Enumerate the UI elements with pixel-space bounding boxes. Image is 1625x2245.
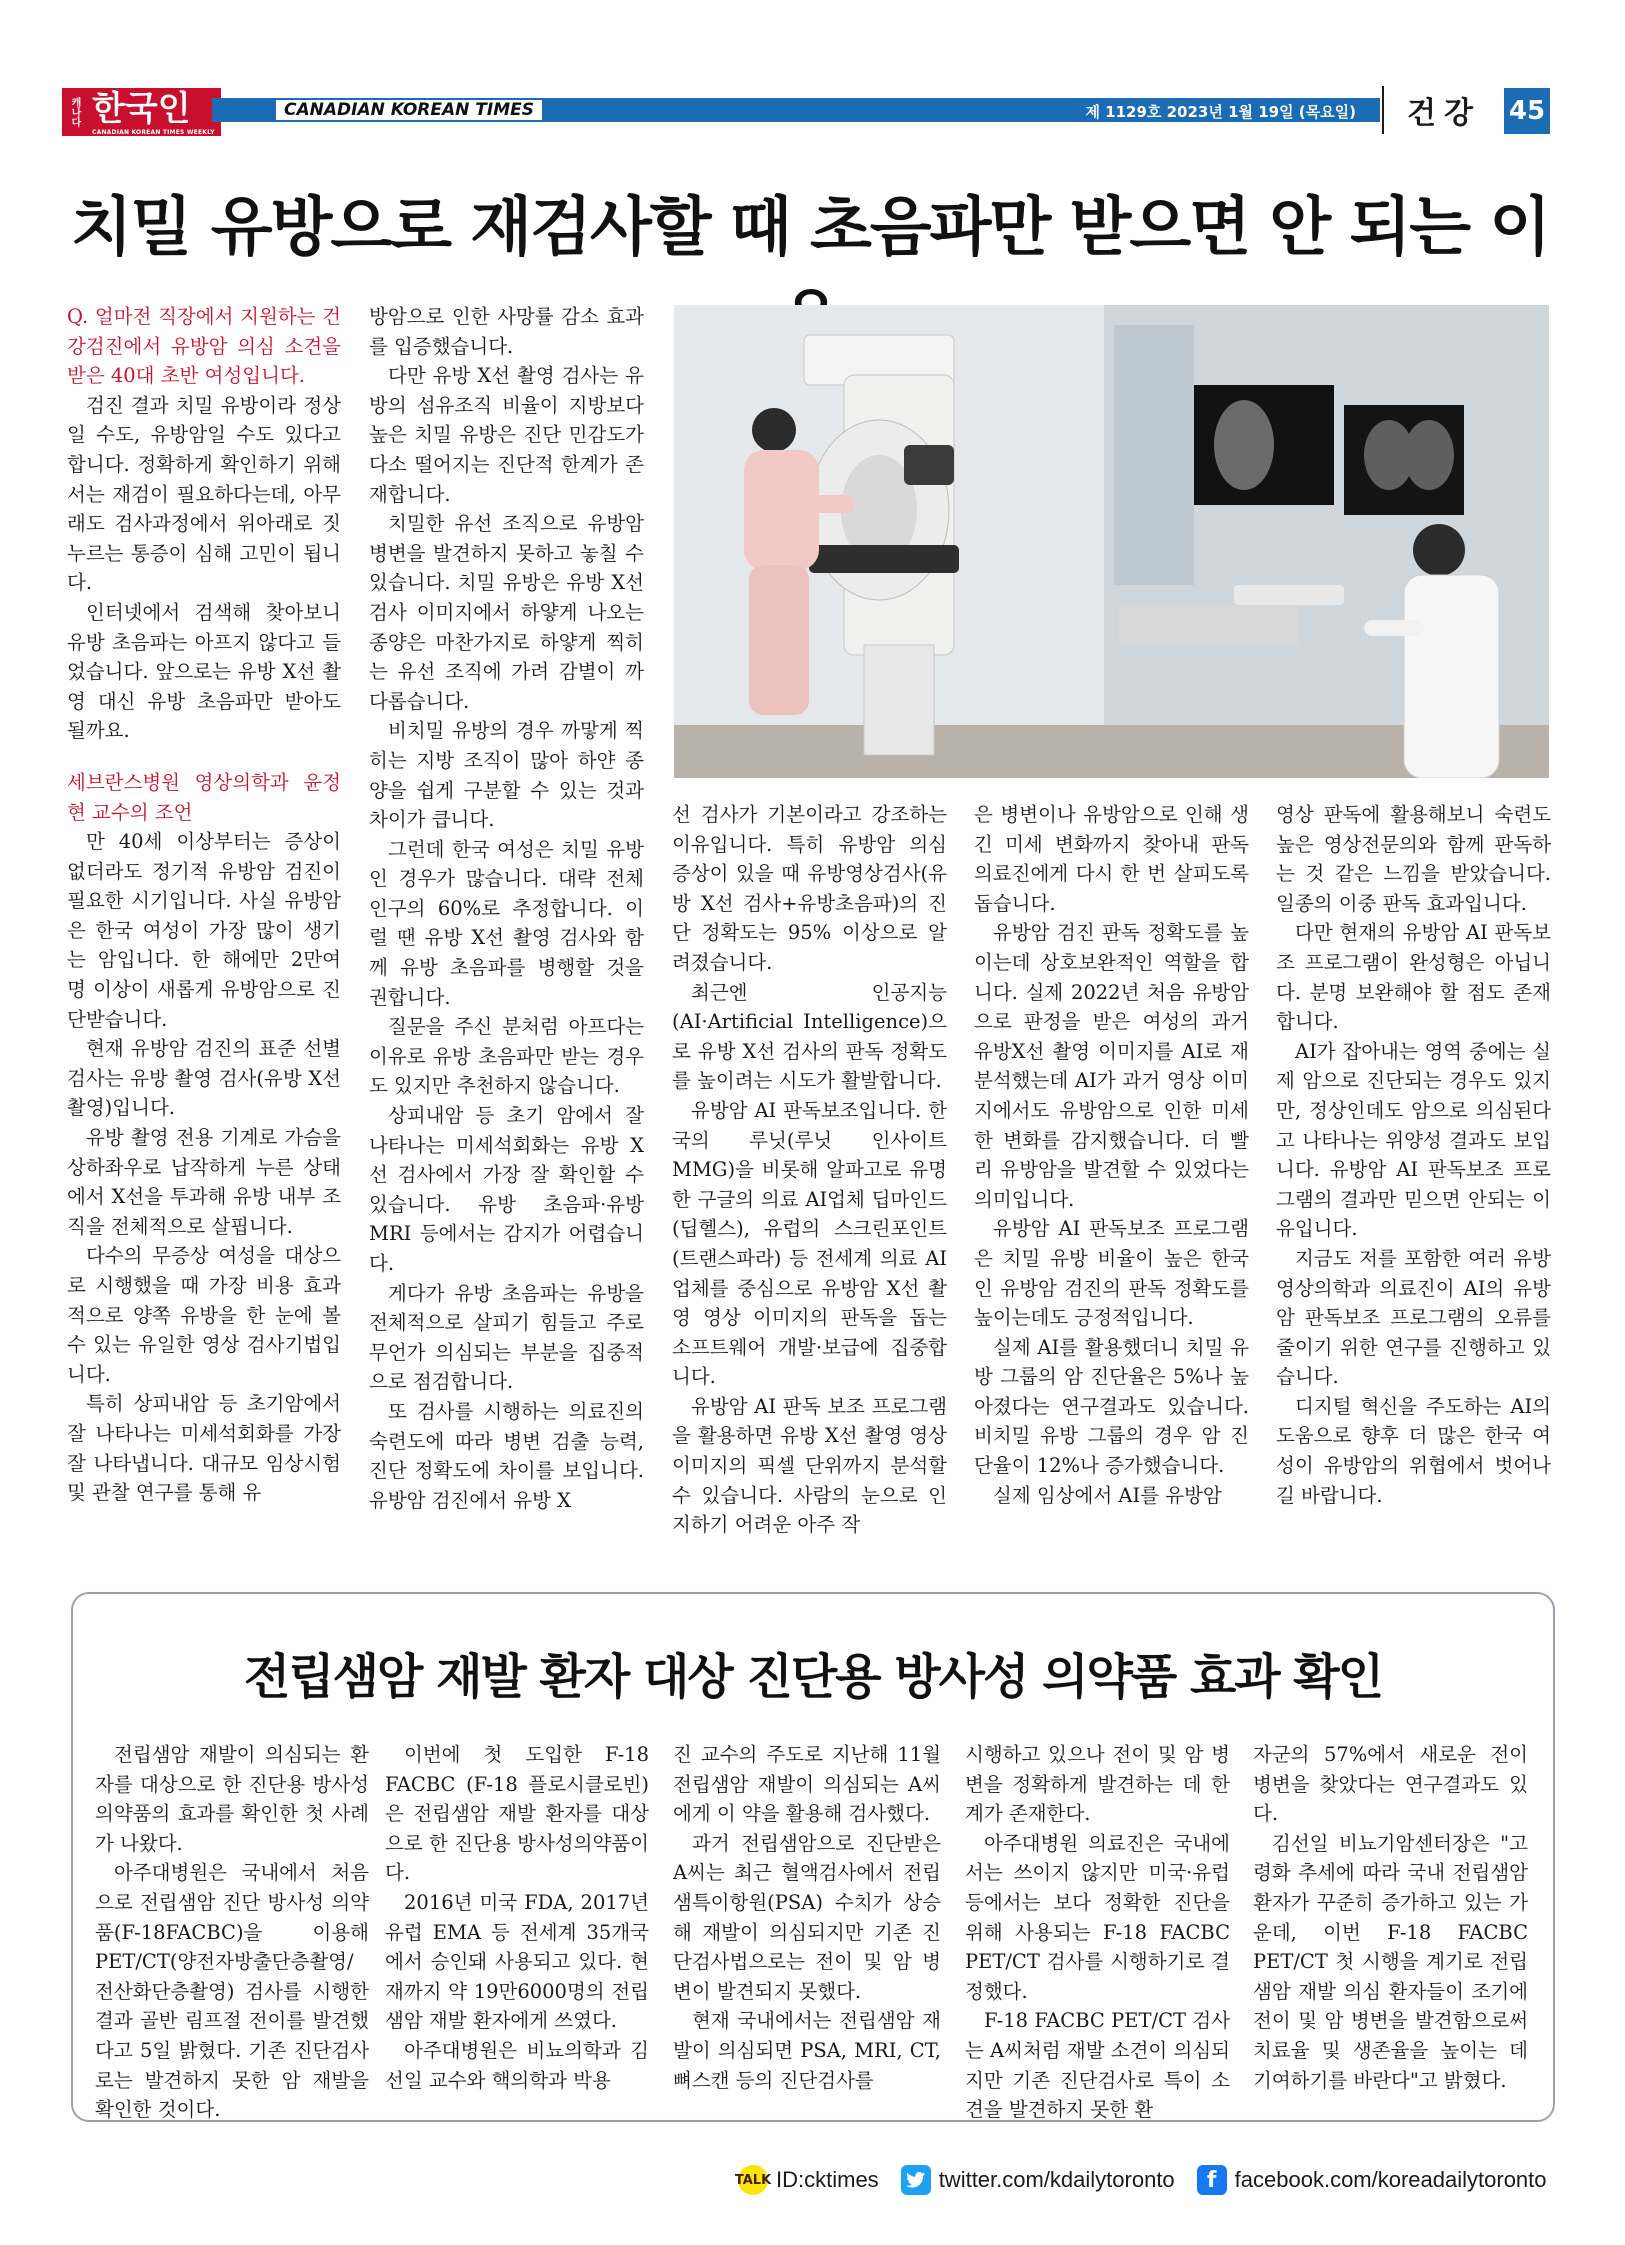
article1-column-1: [67, 302, 341, 1508]
paragraph: 또 검사를 시행하는 의료진의 숙련도에 따라 병변 검출 능력, 진단 정확도에 차이를 보입니다. 유방암 검진에서 유방 X: [369, 1399, 644, 1512]
article1-column-3: [672, 800, 947, 1540]
paragraph: 전립샘암 재발이 의심되는 환자를 대상으로 한 진단용 방사성 의약품의 효과를 확인한 첫 사례가 나왔다.: [95, 1743, 369, 1855]
paragraph: 과거 전립샘암으로 진단받은 A씨는 최근 혈액검사에서 전립샘특이항원(PSA) 수치가 상승해 재발이 의심되지만 기존 진단검사법으로는 전이 및 암 병변이 발견되지 못했다.: [673, 1831, 941, 2003]
section-label: 건강: [1407, 96, 1481, 131]
facebook-url: facebook.com/koreadailytoronto: [1234, 2167, 1547, 2192]
mammography-photo: [674, 305, 1549, 778]
paragraph: 영상 판독에 활용해보니 숙련도 높은 영상전문의와 함께 판독하는 것 같은 느낌을 받았습니다. 일종의 이중 판독 효과입니다.: [1276, 803, 1551, 915]
article2-headline: 전립샘암 재발 환자 대상 진단용 방사성 의약품 효과 확인: [243, 1649, 1383, 1705]
paragraph: 이번에 첫 도입한 F-18 FACBC (F-18 플로시클로빈)은 전립샘암 재발 환자를 대상으로 한 진단용 방사성의약품이다.: [385, 1743, 649, 1885]
paragraph: 인터넷에서 검색해 찾아보니 유방 초음파는 아프지 않다고 들었습니다. 앞으로는 유방 X선 촬영 대신 유방 초음파만 받아도 될까요.: [67, 600, 341, 743]
paragraph: 진 교수의 주도로 지난해 11월 전립샘암 재발이 의심되는 A씨에게 이 약을 활용해 검사했다.: [673, 1743, 941, 1826]
paragraph: 아주대병원 의료진은 국내에서는 쓰이지 않지만 미국·유럽 등에서는 보다 정확한 진단을 위해 사용되는 F-18 FACBC PET/CT 검사를 시행하기로 결정했다.: [965, 1831, 1230, 2003]
section-divider: [1382, 86, 1384, 134]
paragraph: 2016년 미국 FDA, 2017년 유럽 EMA 등 전세계 35개국에서 승인돼 사용되고 있다. 현재까지 약 19만6000명의 전립샘암 재발 환자에게 쓰였다.: [385, 1890, 649, 2033]
facebook-f-icon: f: [1197, 2165, 1227, 2195]
logo-side-text: 캐나다: [62, 88, 86, 136]
paragraph: 지금도 저를 포함한 여러 유방영상의학과 의료진이 AI의 유방암 판독보조 프로그램의 오류를 줄이기 위한 연구를 진행하고 있습니다.: [1276, 1246, 1551, 1389]
article1-column-5: [1276, 800, 1551, 1510]
paragraph: 현재 유방암 검진의 표준 선별검사는 유방 촬영 검사(유방 X선 촬영)입니다.: [67, 1037, 341, 1120]
social-footer: [734, 2160, 1569, 2200]
paragraph: 선 검사가 기본이라고 강조하는 이유입니다. 특히 유방암 의심 증상이 있을 때 유방영상검사(유방 X선 검사+유방초음파)의 진단 정확도는 95% 이상으로 알려졌습니다.: [672, 803, 947, 974]
paragraph: 특히 상피내암 등 초기암에서 잘 나타나는 미세석회화를 가장 잘 나타냅니다. 대규모 임상시험 및 관찰 연구를 통해 유: [67, 1392, 341, 1505]
paragraph: 은 병변이나 유방암으로 인해 생긴 미세 변화까지 찾아내 판독 의료진에게 다시 한 번 살피도록 돕습니다.: [974, 803, 1249, 915]
article2-column-2: [385, 1740, 649, 2095]
paragraph: 그런데 한국 여성은 치밀 유방인 경우가 많습니다. 대략 전체 인구의 60%로 추정합니다. 이럴 땐 유방 X선 촬영 검사와 함께 유방 초음파를 병행할 것을 권합니다.: [369, 837, 644, 1009]
paragraph: 현재 국내에서는 전립샘암 재발이 의심되면 PSA, MRI, CT, 뼈스캔 등의 진단검사를: [673, 2009, 941, 2092]
paper-name: CANADIAN KOREAN TIMES: [276, 100, 542, 120]
paragraph: 아주대병원은 국내에서 처음으로 전립샘암 진단 방사성 의약품(F-18FACBC)을 이용해 PET/CT(양전자방출단층촬영/전산화단층촬영) 검사를 시행한 결과 골반 림프절 전이를 발견했다고 5일 밝혔다. 기존 진단검사로는 발견하지 못한 암 재발을 확인한 것이다.: [95, 1861, 369, 2122]
article1-column-4: [974, 800, 1249, 1510]
article2-column-1: [95, 1740, 369, 2125]
masthead: [62, 86, 1550, 142]
talk-icon: TALK: [738, 2165, 768, 2195]
paragraph: 게다가 유방 초음파는 유방을 전체적으로 살피기 힘들고 주로 무언가 의심되는 부분을 집중적으로 점검합니다.: [369, 1281, 644, 1394]
issue-date: 제 1129호 2023년 1월 19일 (목요일): [1085, 103, 1356, 121]
paragraph: 만 40세 이상부터는 증상이 없더라도 정기적 유방암 검진이 필요한 시기입니다. 사실 유방암은 한국 여성이 가장 많이 생기는 암입니다. 한 해에만 2만여 명 이상이 새롭게 유방암으로 진단받습니다.: [67, 830, 341, 1031]
facebook-link[interactable]: [1197, 2165, 1547, 2195]
paragraph: 상피내암 등 초기 암에서 잘 나타나는 미세석회화는 유방 X선 검사에서 가장 잘 확인할 수 있습니다. 유방 초음파·유방 MRI 등에서는 감지가 어렵습니다.: [369, 1104, 644, 1275]
paragraph: 아주대병원은 비뇨의학과 김선일 교수와 핵의학과 박용: [385, 2038, 649, 2092]
paragraph: 유방암 검진 판독 정확도를 높이는데 상호보완적인 역할을 합니다. 실제 2022년 처음 유방암으로 판정을 받은 여성의 과거 유방X선 촬영 이미지를 AI로 재분석했는데 AI가 과거 영상 이미지에서도 유방암으로 인한 미세한 변화를 감지했습니다. 더 빨리 유방암을 발견할 수 있었다는 의미입니다.: [974, 921, 1249, 1211]
paragraph: 유방암 AI 판독보조입니다. 한국의 루닛(루닛 인사이트 MMG)을 비롯해 알파고로 유명한 구글의 의료 AI업체 딥마인드(딥헬스), 유럽의 스크린포인트(트랜스파라) 등 전세계 의료 AI업체를 중심으로 유방암 X선 촬영 영상 이미지의 판독을 돕는 소프트웨어 개발·보급에 집중합니다.: [672, 1098, 947, 1389]
paragraph: AI가 잡아내는 영역 중에는 실제 암으로 진단되는 경우도 있지만, 정상인데도 암으로 의심된다고 나타나는 위양성 결과도 보입니다. 유방암 AI 판독보조 프로그램의 결과만 믿으면 안되는 이유입니다.: [1276, 1039, 1551, 1241]
paragraph: 다만 현재의 유방암 AI 판독보조 프로그램이 완성형은 아닙니다. 분명 보완해야 할 점도 존재합니다.: [1276, 921, 1551, 1034]
kakao-id: ID:cktimes: [776, 2167, 879, 2192]
logo-sub-text: CANADIAN KOREAN TIMES WEEKLY: [92, 128, 215, 136]
paragraph: 유방암 AI 판독 보조 프로그램을 활용하면 유방 X선 촬영 영상 이미지의 픽셀 단위까지 분석할 수 있습니다. 사람의 눈으로 인지하기 어려운 아주 작: [672, 1394, 947, 1537]
paragraph: 검진 결과 치밀 유방이라 정상일 수도, 유방암일 수도 있다고 합니다. 정확하게 확인하기 위해서는 재검이 필요하다는데, 아무래도 검사과정에서 위아래로 짓누르는 통증이 심해 고민이 됩니다.: [67, 393, 341, 595]
article2-column-3: [673, 1740, 941, 2095]
paragraph: 방암으로 인한 사망률 감소 효과를 입증했습니다.: [369, 305, 644, 358]
newspaper-logo: [62, 88, 221, 136]
article1-column-2: [369, 302, 644, 1515]
reader-question: Q. 얼마전 직장에서 지원하는 건강검진에서 유방암 의심 소견을 받은 40대 초반 여성입니다.: [67, 305, 341, 388]
paragraph: 비치밀 유방의 경우 까맣게 찍히는 지방 조직이 많아 하얀 종양을 쉽게 구분할 수 있는 것과 차이가 큽니다.: [369, 719, 644, 832]
paragraph: 다수의 무증상 여성을 대상으로 시행했을 때 가장 비용 효과적으로 양쪽 유방을 한 눈에 볼 수 있는 유일한 영상 검사기법입니다.: [67, 1244, 341, 1386]
article2-column-5: [1253, 1740, 1528, 2095]
paragraph: 다만 유방 X선 촬영 검사는 유방의 섬유조직 비율이 지방보다 높은 치밀 유방은 진단 민감도가 다소 떨어지는 진단적 한계가 존재합니다.: [369, 364, 644, 506]
paragraph: 김선일 비뇨기암센터장은 "고령화 추세에 따라 국내 전립샘암 환자가 꾸준히 증가하고 있는 가운데, 이번 F-18 FACBC PET/CT 첫 시행을 계기로 전립샘암 재발 의심 환자들이 조기에 전이 및 암 병변을 발견함으로써 치료율 및 생존율을 높이는 데 기여하기를 바란다"고 밝혔다.: [1253, 1831, 1528, 2092]
paragraph: 자군의 57%에서 새로운 전이 병변을 찾았다는 연구결과도 있다.: [1253, 1743, 1528, 1826]
paragraph: 실제 임상에서 AI를 유방암: [993, 1483, 1222, 1507]
paragraph: 유방 촬영 전용 기계로 가슴을 상하좌우로 납작하게 누른 상태에서 X선을 투과해 유방 내부 조직을 전체적으로 살핍니다.: [67, 1126, 341, 1238]
paragraph: 최근엔 인공지능(AI·Artificial Intelligence)으로 유방 X선 검사의 판독 정확도를 높이려는 시도가 활발합니다.: [672, 980, 947, 1093]
paragraph: 유방암 AI 판독보조 프로그램은 치밀 유방 비율이 높은 한국인 유방암 검진의 판독 정확도를 높이는데도 긍정적입니다.: [974, 1217, 1249, 1330]
paragraph: 치밀한 유선 조직으로 유방암 병변을 발견하지 못하고 놓칠 수 있습니다. 치밀 유방은 유방 X선 검사 이미지에서 하얗게 나오는 종양은 마찬가지로 하얗게 찍히는 유선 조직에 가려 감별이 까다롭습니다.: [369, 512, 644, 713]
page-number: 45: [1504, 88, 1550, 134]
logo-main: [86, 88, 221, 136]
twitter-url: twitter.com/kdailytoronto: [938, 2167, 1175, 2192]
answer-heading: 세브란스병원 영상의학과 윤정현 교수의 조언: [67, 770, 341, 824]
article1-headline: 치밀 유방으로 재검사할 때 초음파만 받으면 안 되는 이: [70, 191, 1550, 265]
article2-column-4: [965, 1740, 1230, 2125]
paragraph: 질문을 주신 분처럼 아프다는 이유로 유방 초음파만 받는 경우도 있지만 추천하지 않습니다.: [369, 1015, 644, 1098]
kakao-contact[interactable]: [734, 2165, 879, 2195]
twitter-link[interactable]: [901, 2165, 1175, 2195]
paragraph: F-18 FACBC PET/CT 검사는 A씨처럼 재발 소견이 의심되지만 기존 진단검사로 특이 소견을 발견하지 못한 환: [965, 2009, 1230, 2122]
paragraph: 디지털 혁신을 주도하는 AI의 도움으로 향후 더 많은 한국 여성이 유방암의 위협에서 벗어나길 바랍니다.: [1276, 1394, 1551, 1507]
paragraph: 시행하고 있으나 전이 및 암 병변을 정확하게 발견하는 데 한계가 존재한다.: [965, 1743, 1230, 1826]
twitter-bird-icon: [901, 2165, 931, 2195]
mammography-scene: [674, 305, 1549, 778]
paragraph: 실제 AI를 활용했더니 치밀 유방 그룹의 암 진단율은 5%나 높아졌다는 연구결과도 있습니다. 비치밀 유방 그룹의 경우 암 진단율이 12%나 증가했습니다.: [974, 1335, 1249, 1478]
masthead-bar: [212, 98, 1380, 122]
logo-main-text: 한국인: [92, 88, 191, 129]
